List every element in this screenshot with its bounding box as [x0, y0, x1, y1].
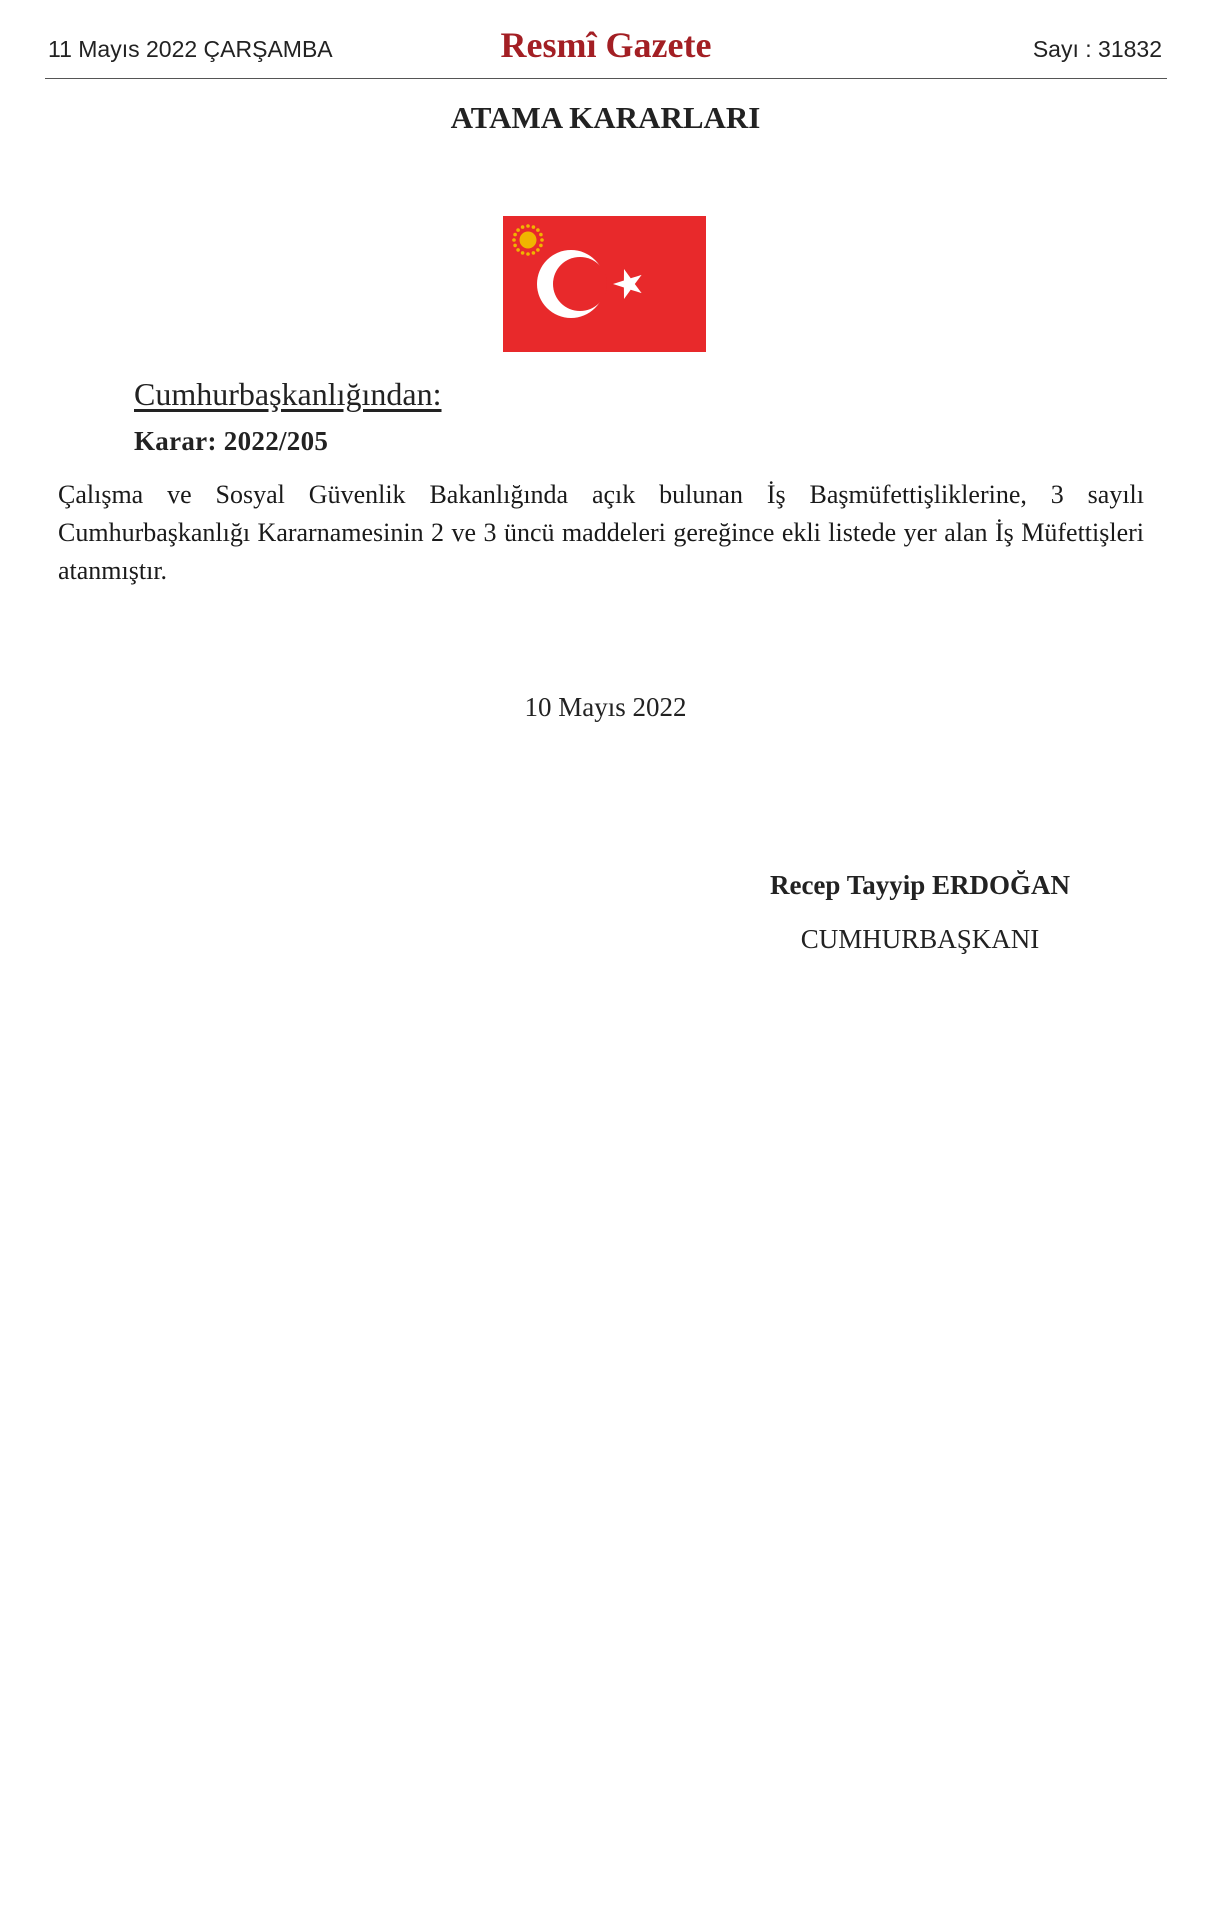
turkish-flag-presidential-icon	[503, 216, 706, 352]
issue-number: Sayı : 31832	[1032, 36, 1162, 62]
signatory-name: Recep Tayyip ERDOĞAN	[769, 870, 1071, 900]
masthead-title: Resmî Gazete	[500, 25, 712, 65]
signatory-title: CUMHURBAŞKANI	[800, 924, 1040, 954]
decree-body: Çalışma ve Sosyal Güvenlik Bakanlığında açık bulunan İş Başmüfettişliklerine, 3 sayılı Cumhurbaşkanlığı Kararnamesinin 2 ve 3 üncü maddeleri gereğince ekli listede yer alan İş Müfettişleri atanmıştır.	[58, 480, 1144, 585]
page-header	[45, 25, 1167, 78]
header-divider	[45, 78, 1167, 79]
decision-number: Karar: 2022/205	[134, 426, 329, 456]
header-date: 11 Mayıs 2022 ÇARŞAMBA	[48, 36, 333, 62]
section-title: ATAMA KARARLARI	[450, 100, 761, 135]
issuer-heading: Cumhurbaşkanlığından:	[134, 376, 442, 412]
decree-date: 10 Mayıs 2022	[524, 692, 687, 722]
